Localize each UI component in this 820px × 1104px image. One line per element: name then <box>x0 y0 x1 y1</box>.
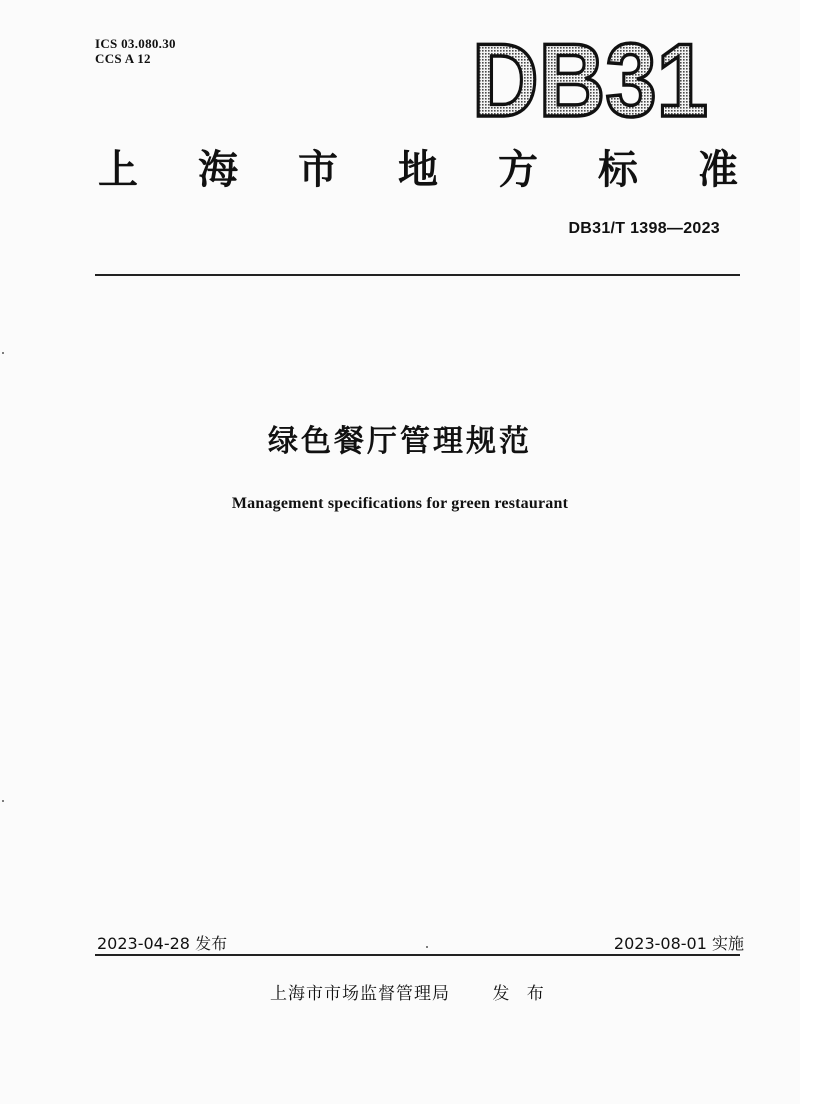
implementation-date: 2023-08-01 实施 <box>613 934 744 953</box>
db31-logo <box>470 23 710 139</box>
classification-codes <box>95 36 176 66</box>
scan-speck <box>2 352 4 354</box>
standard-type-char: 上 <box>98 147 138 193</box>
ccs-code: CCS A 12 <box>95 51 151 66</box>
publisher-name: 上海市市场监督管理局 <box>270 984 450 1004</box>
document-title-english: Management specifications for green restaurant <box>231 495 569 512</box>
scan-speck <box>2 800 4 802</box>
standard-number: DB31/T 1398—2023 <box>568 220 720 237</box>
standard-type-heading <box>98 144 738 196</box>
standard-type-char: 地 <box>398 147 438 193</box>
standard-type-char: 市 <box>298 147 338 193</box>
standard-type-char: 标 <box>598 147 638 193</box>
standard-type-char: 海 <box>198 147 238 193</box>
publisher-line <box>270 979 550 1004</box>
scan-speck <box>426 946 428 948</box>
top-divider <box>95 274 740 276</box>
db31-logo-text: DB31 <box>472 23 708 139</box>
document-title-chinese: 绿色餐厅管理规范 <box>268 424 532 459</box>
bottom-divider <box>95 954 740 956</box>
standard-type-char: 准 <box>698 147 738 193</box>
standard-type-char: 方 <box>498 147 538 193</box>
publisher-action: 发 布 <box>492 984 550 1004</box>
ics-code: ICS 03.080.30 <box>95 36 176 51</box>
issue-date: 2023-04-28 发布 <box>97 934 228 953</box>
